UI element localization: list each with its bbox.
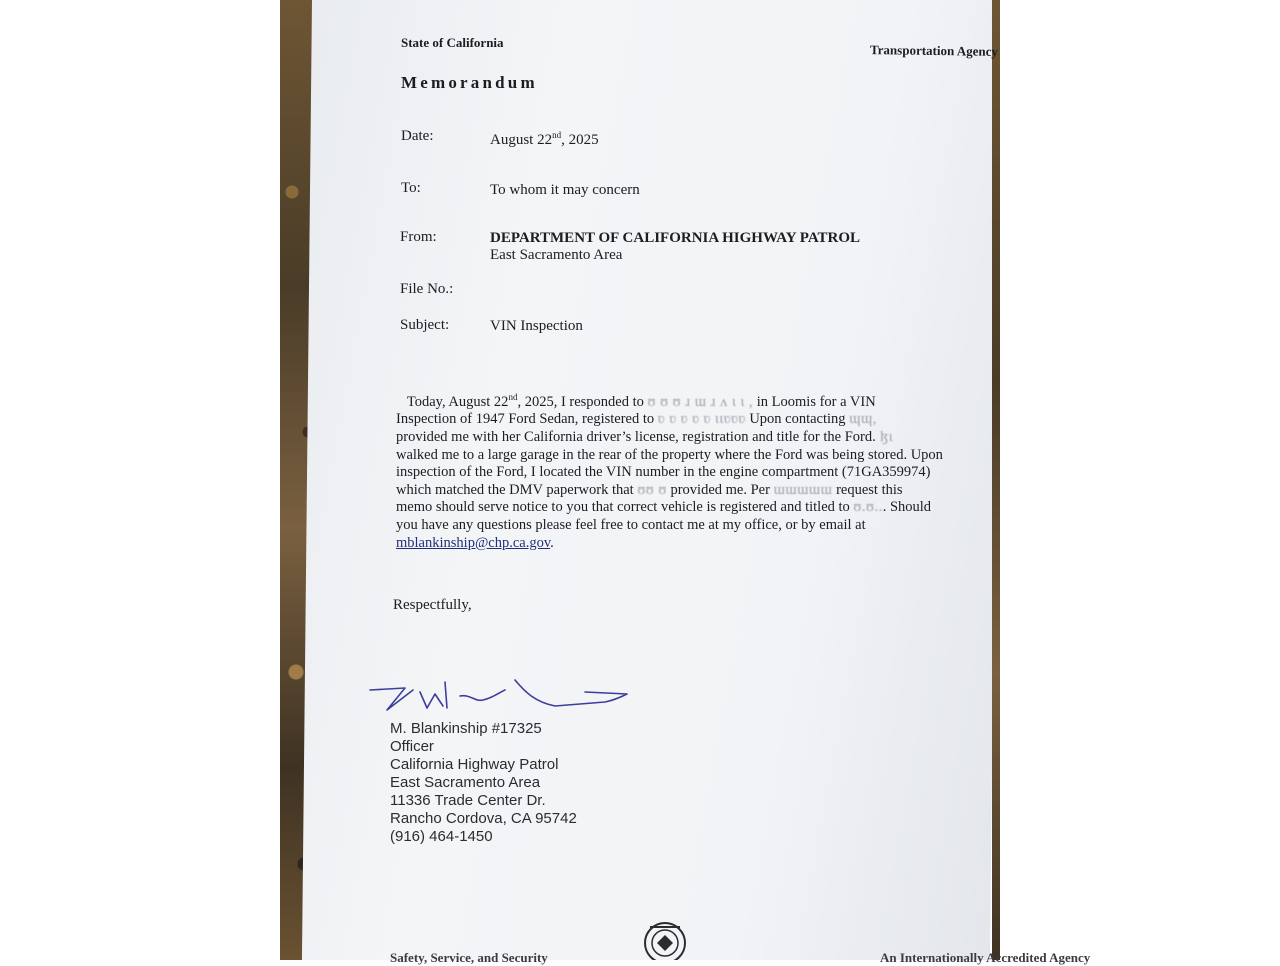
body-line: you have any questions please feel free to contact me at my office, or by email at xyxy=(396,516,866,533)
address-line-2: Rancho Cordova, CA 95742 xyxy=(390,810,577,827)
body-line: memo should serve notice to you that correct vehicle is registered and titled to ʊ.ʊ... Should xyxy=(396,499,932,516)
body-line: which matched the DMV paperwork that ʊʊ ʊ provided me. Per ɯɯɯɯɯ request this xyxy=(396,481,903,498)
redacted-text: ʊʊ ʊ xyxy=(637,481,667,498)
redacted-text: ɯɯɯɯɯ xyxy=(773,481,833,498)
body-line: Today, August 22nd, 2025, I responded to ʊ ʊ ʊ ɹ ɯ ɹ ʌ ɩ ɩ , in Loomis for a VIN xyxy=(406,392,876,410)
chp-seal-icon xyxy=(640,915,690,960)
from-sub: East Sacramento Area xyxy=(490,247,623,263)
redacted-text: ɰɰ, xyxy=(849,411,877,428)
agency-header: Transportation Agency xyxy=(869,42,999,59)
address-line-1: 11336 Trade Center Dr. xyxy=(390,792,546,809)
officer-title: Officer xyxy=(390,738,434,755)
body-line: provided me with her California driver’s license, registration and title for the Ford. ɮɩ xyxy=(396,429,894,446)
from-label: From: xyxy=(400,229,437,245)
memo-body xyxy=(396,389,986,552)
body-line: mblankinship@chp.ca.gov. xyxy=(396,534,554,551)
to-label: To: xyxy=(401,180,421,196)
redacted-text: ɮɩ xyxy=(875,429,894,446)
phone-number: (916) 464-1450 xyxy=(390,828,493,845)
date-label: Date: xyxy=(401,128,434,144)
body-line: walked me to a large garage in the rear of the property where the Ford was being stored. Upon xyxy=(396,446,943,463)
signature-block xyxy=(390,720,577,846)
footer-motto: Safety, Service, and Security xyxy=(390,950,548,965)
subject-label: Subject: xyxy=(400,317,450,333)
body-line: inspection of the Ford, I located the VIN number in the engine compartment (71GA359974) xyxy=(396,464,931,481)
granite-countertop-right xyxy=(992,0,1000,960)
body-line: Inspection of 1947 Ford Sedan, registered to ʋ ʋ ʋ ʋ ʋ ɩɩʋʋʋ Upon contacting ɰɰ, xyxy=(396,411,877,428)
signature-image xyxy=(365,672,635,717)
subject-value: VIN Inspection xyxy=(490,318,583,334)
file-no-label: File No.: xyxy=(400,281,454,297)
redacted-text: ʊ.ʊ.. xyxy=(853,499,883,516)
closing-text: Respectfully, xyxy=(393,597,472,613)
email-link[interactable]: mblankinship@chp.ca.gov xyxy=(396,534,551,551)
redacted-text: ʋ ʋ ʋ ʋ ʋ ɩɩʋʋʋ xyxy=(657,411,746,428)
footer-accreditation: An Internationally Accredited Agency xyxy=(880,950,1091,965)
state-header: State of California xyxy=(401,35,504,50)
from-value: DEPARTMENT OF CALIFORNIA HIGHWAY PATROL xyxy=(490,230,861,246)
officer-name: M. Blankinship #17325 xyxy=(390,720,542,737)
to-value: To whom it may concern xyxy=(490,182,640,198)
date-value: August 22nd, 2025 xyxy=(490,130,599,148)
redacted-text: ʊ ʊ ʊ ɹ ɯ ɹ ʌ ɩ ɩ , xyxy=(647,393,754,410)
officer-org: California Highway Patrol xyxy=(390,756,559,773)
memo-title: Memorandum xyxy=(401,73,538,92)
officer-area: East Sacramento Area xyxy=(390,774,541,791)
